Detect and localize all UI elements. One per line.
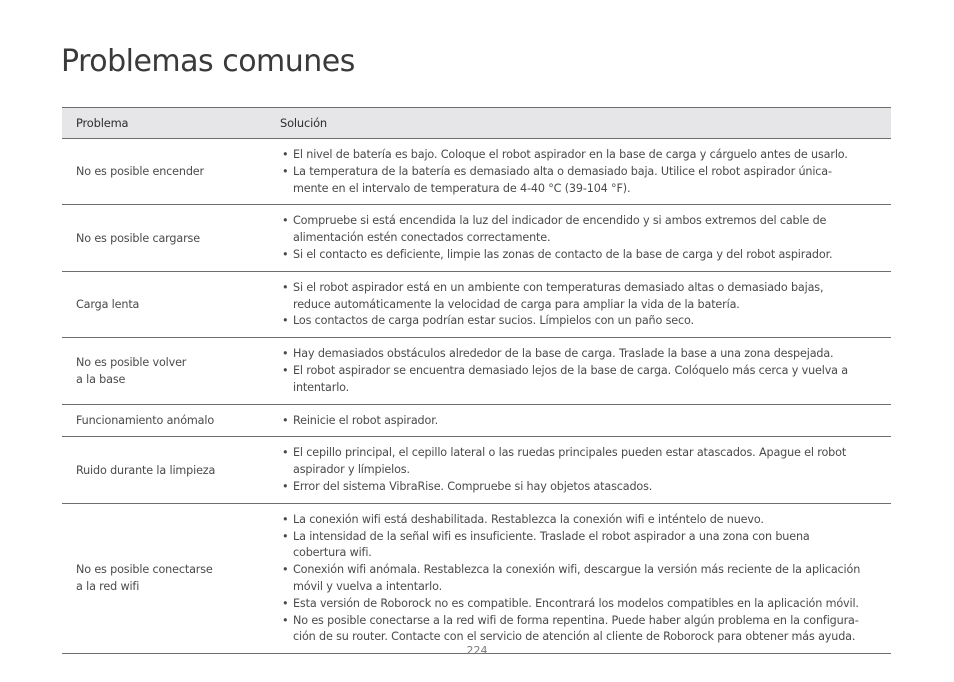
page-number: 224 [466, 644, 488, 657]
solution-list [280, 147, 891, 197]
problem-cell [62, 139, 266, 205]
solution-item [280, 613, 891, 647]
solution-text-line: Hay demasiados obstáculos alrededor de la base de carga. Traslade la base a una zona despejada. [293, 347, 834, 361]
solution-text-line: El cepillo principal, el cepillo lateral o las ruedas principales pueden estar atascados. Apague el robot [293, 446, 847, 460]
solution-item [280, 445, 891, 479]
column-header-solution: Solución [266, 108, 891, 139]
solution-list [280, 213, 891, 263]
bullet-icon: • [282, 164, 289, 178]
solution-list [280, 280, 891, 330]
solution-text-line: intentarlo. [293, 380, 350, 394]
problem-text-line: No es posible encender [76, 165, 204, 179]
problem-cell [62, 503, 266, 653]
solution-text-line: No es posible conectarse a la red wifi de forma repentina. Puede haber algún problema en la configura- [293, 613, 859, 627]
bullet-icon: • [282, 314, 289, 328]
table-row [62, 139, 891, 205]
troubleshooting-table [62, 107, 891, 654]
solution-item [280, 596, 891, 613]
problem-cell [62, 271, 266, 337]
solution-text-line: ción de su router. Contacte con el servicio de atención al cliente de Roborock para obtener más ayuda. [293, 630, 856, 644]
solution-text-line: Esta versión de Roborock no es compatible. Encontrará los modelos compatibles en la aplicación móvil. [293, 596, 859, 610]
solution-text-line: Compruebe si está encendida la luz del indicador de encendido y si ambos extremos del cable de [293, 214, 827, 228]
solution-item [280, 247, 891, 264]
problem-cell [62, 437, 266, 503]
solution-text-line: Si el robot aspirador está en un ambiente con temperaturas demasiado altas o demasiado bajas, [293, 280, 824, 294]
solution-item [280, 213, 891, 247]
problem-text-line: Funcionamiento anómalo [76, 413, 215, 427]
table-row [62, 503, 891, 653]
problem-text-line: Carga lenta [76, 297, 140, 311]
solution-text-line: alimentación estén conectados correctamente. [293, 231, 551, 245]
solution-text-line: Los contactos de carga podrían estar sucios. Límpielos con un paño seco. [293, 314, 694, 328]
solution-cell [266, 139, 891, 205]
solution-text-line: cobertura wifi. [293, 546, 372, 560]
solution-list [280, 445, 891, 495]
table-header-row [62, 108, 891, 139]
bullet-icon: • [282, 214, 289, 228]
solution-item [280, 363, 891, 397]
solution-text-line: mente en el intervalo de temperatura de 4-40 °C (39-104 °F). [293, 181, 631, 195]
solution-item [280, 479, 891, 496]
solution-text-line: Si el contacto es deficiente, limpie las zonas de contacto de la base de carga y del robot aspirador. [293, 247, 833, 261]
problem-text-line: a la base [76, 372, 126, 386]
solution-text-line: La conexión wifi está deshabilitada. Restablezca la conexión wifi e inténtelo de nuevo. [293, 512, 764, 526]
bullet-icon: • [282, 563, 289, 577]
problem-cell [62, 338, 266, 404]
bullet-icon: • [282, 363, 289, 377]
table-row [62, 271, 891, 337]
problem-cell [62, 404, 266, 437]
problem-text-line: Ruido durante la limpieza [76, 463, 216, 477]
solution-item [280, 562, 891, 596]
solution-text-line: reduce automáticamente la velocidad de carga para ampliar la vida de la batería. [293, 297, 740, 311]
problem-text-line: No es posible conectarse [76, 563, 213, 577]
solution-text-line: Reinicie el robot aspirador. [293, 413, 439, 427]
solution-cell [266, 271, 891, 337]
solution-text-line: Conexión wifi anómala. Restablezca la conexión wifi, descargue la versión más reciente de la aplicación [293, 563, 861, 577]
solution-item [280, 147, 891, 164]
table-row [62, 205, 891, 271]
solution-item [280, 346, 891, 363]
solution-text-line: La temperatura de la batería es demasiado alta o demasiado baja. Utilice el robot aspirador única- [293, 164, 832, 178]
bullet-icon: • [282, 529, 289, 543]
bullet-icon: • [282, 613, 289, 627]
bullet-icon: • [282, 512, 289, 526]
problem-text-line: No es posible cargarse [76, 231, 200, 245]
solution-text-line: El robot aspirador se encuentra demasiado lejos de la base de carga. Colóquelo más cerca y vuelva a [293, 363, 848, 377]
solution-item [280, 280, 891, 314]
solution-cell [266, 503, 891, 653]
problem-text-line: No es posible volver [76, 355, 187, 369]
solution-item [280, 529, 891, 563]
table-row [62, 404, 891, 437]
solution-list [280, 346, 891, 396]
bullet-icon: • [282, 596, 289, 610]
solution-text-line: aspirador y límpielos. [293, 463, 410, 477]
bullet-icon: • [282, 247, 289, 261]
solution-cell [266, 338, 891, 404]
problem-cell [62, 205, 266, 271]
solution-item [280, 512, 891, 529]
bullet-icon: • [282, 413, 289, 427]
solution-list [280, 413, 891, 430]
solution-text-line: La intensidad de la señal wifi es insuficiente. Traslade el robot aspirador a una zona con buena [293, 529, 810, 543]
solution-text-line: móvil y vuelva a intentarlo. [293, 579, 442, 593]
solution-text-line: Error del sistema VibraRise. Compruebe si hay objetos atascados. [293, 479, 653, 493]
table-row [62, 437, 891, 503]
page-title: Problemas comunes [61, 44, 355, 79]
problem-text-line: a la red wifi [76, 580, 140, 594]
solution-list [280, 512, 891, 646]
bullet-icon: • [282, 280, 289, 294]
table-row [62, 338, 891, 404]
bullet-icon: • [282, 347, 289, 361]
solution-text-line: El nivel de batería es bajo. Coloque el robot aspirador en la base de carga y cárguelo antes de usarlo. [293, 148, 848, 161]
solution-item [280, 413, 891, 430]
solution-cell [266, 404, 891, 437]
solution-cell [266, 437, 891, 503]
bullet-icon: • [282, 479, 289, 493]
solution-cell [266, 205, 891, 271]
column-header-problem: Problema [62, 108, 266, 139]
solution-item [280, 313, 891, 330]
bullet-icon: • [282, 148, 289, 161]
solution-item [280, 164, 891, 198]
bullet-icon: • [282, 446, 289, 460]
